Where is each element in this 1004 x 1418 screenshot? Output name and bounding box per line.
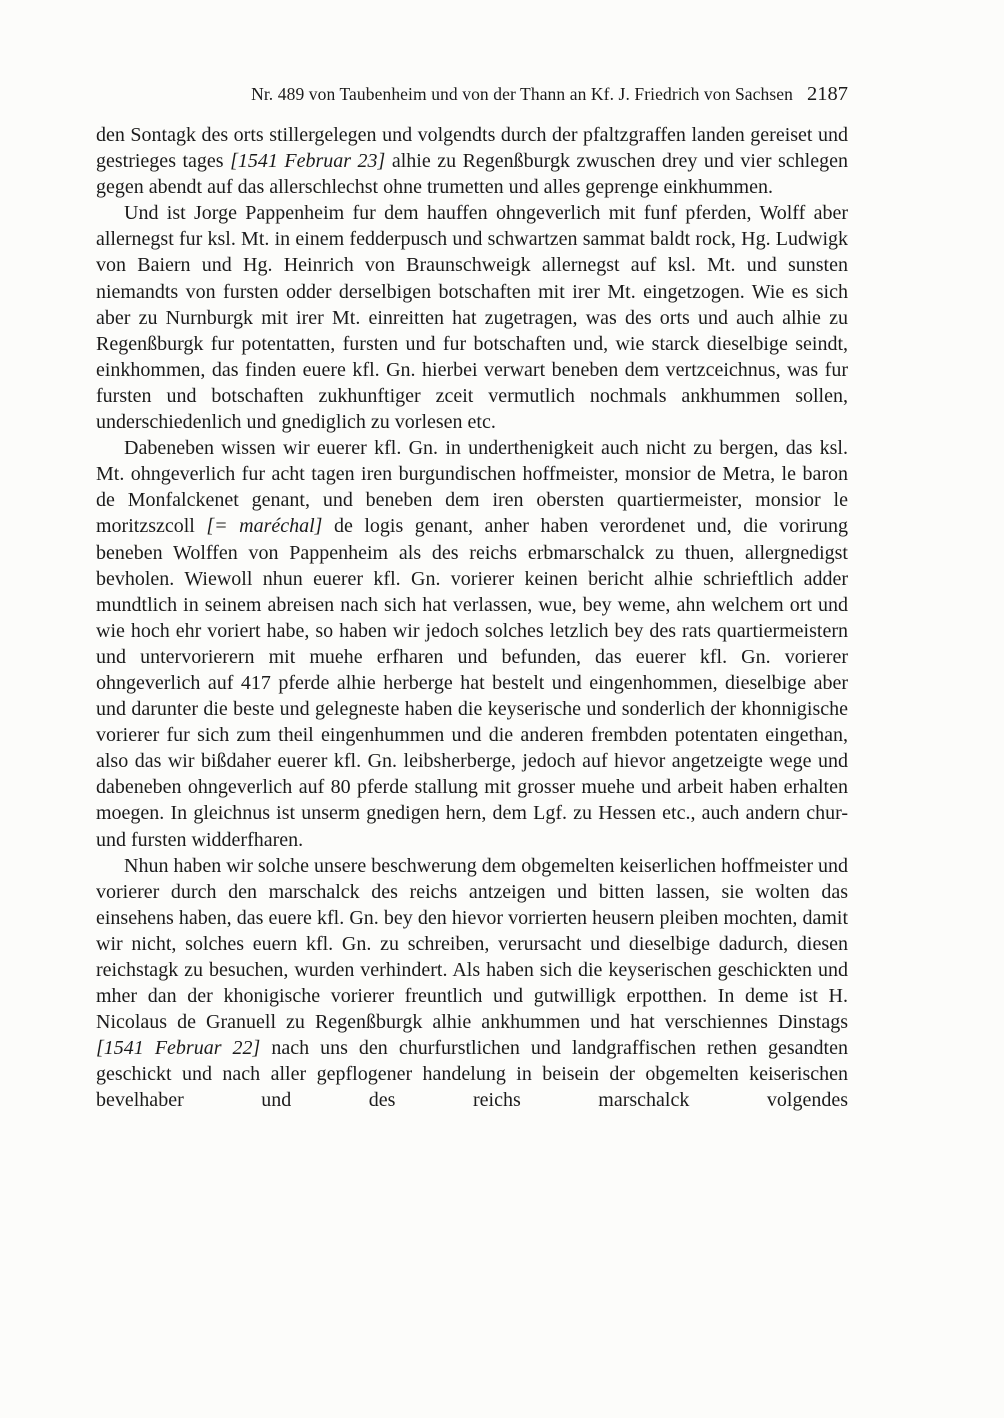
paragraph-4: [96, 853, 848, 1114]
text-segment: Und ist Jorge Pappenheim fur dem hauffen ohngeverlich mit funf pferden, Wolff aber allernegst fur ksl. Mt. in einem fedderpusch und schwartzen sammat baldt rock, Hg. Ludwigk von Baiern und Hg. Heinrich von Braunschweigk allernegst auf ksl. Mt. und sunsten niemandts von fursten odder derselbigen botschaften mit irer Mt. eingetzogen. Wie es sich aber zu Nurnburgk mit irer Mt. einreitten hat zugetragen, was des orts und auch alhie zu Regenßburgk fur potentatten, fursten und fur botschaften und, wie starck dieselbige seindt, einkhommen, das finden euere kfl. Gn. hierbei verwart beneben dem vertzceichnus, was fur fursten und botschaften zukhunftiger zceit vermutlich nochmals ankhummen sollen, underschiedenlich und gnediglich zu vorlesen etc.: [96, 202, 848, 434]
text-segment: Nhun haben wir solche unsere beschwerung dem obgemelten keiserlichen hoffmeister und vorierer durch den marschalck des reichs antzeigen und bitten lassen, sie wolten das einsehens haben, das euere kfl. Gn. bey den hievor vorrierten heusern pleiben mochten, damit wir nicht, solches euern kfl. Gn. zu schreiben, verursacht und dieselbige dadurch, diesen reichstagk zu besuchen, wurden verhindert. Als haben sich die keyserischen geschickten und mher dan der khonigische vorierer freuntlich und gutwilligk erpotthen. In deme ist H. Nicolaus de Granuell zu Regenßburgk alhie ankhummen und hat verschiennes Dinstags: [96, 854, 848, 1034]
text-segment: Dabeneben wissen wir euerer kfl. Gn. in underthenigkeit auch nicht zu bergen, das ksl. Mt. ohngeverlich fur acht tagen iren burgundischen hoffmeister, monsior de Metra, le baron de Monfalckenet genant, und beneben dem iren obersten quartiermeister, monsior le moritzszcoll: [96, 437, 848, 538]
paragraph-3: [96, 435, 848, 853]
text-segment: den Sontagk des orts stillergelegen und volgendts durch der pfaltzgraffen landen gereiset und gestrieges tages: [96, 124, 848, 173]
editorial-date-annotation: [= maréchal]: [206, 515, 323, 538]
running-header: [96, 82, 848, 106]
body-text: [96, 122, 848, 1114]
paragraph-1: [96, 122, 848, 200]
text-segment: de logis genant, anher haben verordenet und, die vorirung beneben Wolffen von Pappenheim als des reichs erbmarschalck zu thuen, allergnedigst bevholen. Wiewoll nhun euerer kfl. Gn. vorierer keinen bericht alhie schrieftlich adder mundtlich in seinem abreisen nach sich hat verlassen, wue, bey weme, ahn welchem ort und wie hoch ehr voriert habe, so haben wir jedoch solches letzlich bey des rats quartiermeistern und untervorierern mit muehe erfharen und befunden, das euerer kfl. Gn. vorierer ohngeverlich auf 417 pferde alhie herberge hat bestelt und eingenhommen, dieselbige aber und darunter die beste und gelegneste haben die keyserische und sonderlich der khonnigische vorierer fur sich zum theil eingenhummen und die anderen frembden potentaten eingethan, also das wir bißdaher euerer kfl. Gn. leibsherberge, jedoch auf hievor angetzeigte wege und dabeneben ohngeverlich auf 80 pferde stallung mit grosser muehe und arbeit haben erhalten moegen. In gleichnus ist unserm gnedigen hern, dem Lgf. zu Hessen etc., auch andern chur- und fursten widderfharen.: [96, 515, 849, 851]
editorial-date-annotation: [1541 Februar 23]: [230, 150, 386, 173]
paragraph-2: [96, 200, 848, 435]
text-segment: nach uns den churfurstlichen und landgraffischen rethen gesandten geschickt und nach aller gepflogener handelung in beisein der obgemelten keiserischen bevelhaber und des reichs marschalck volgendes: [96, 1037, 848, 1112]
running-head-title: Nr. 489 von Taubenheim und von der Thann an Kf. J. Friedrich von Sachsen: [251, 84, 793, 104]
editorial-date-annotation: [1541 Februar 22]: [96, 1037, 261, 1060]
text-segment: alhie zu Regenßburgk zwuschen drey und vier schlegen gegen abendt auf das allerschlechst ohne trumetten und alles geprenge einkhummen.: [96, 150, 848, 199]
page-number: 2187: [807, 83, 848, 105]
